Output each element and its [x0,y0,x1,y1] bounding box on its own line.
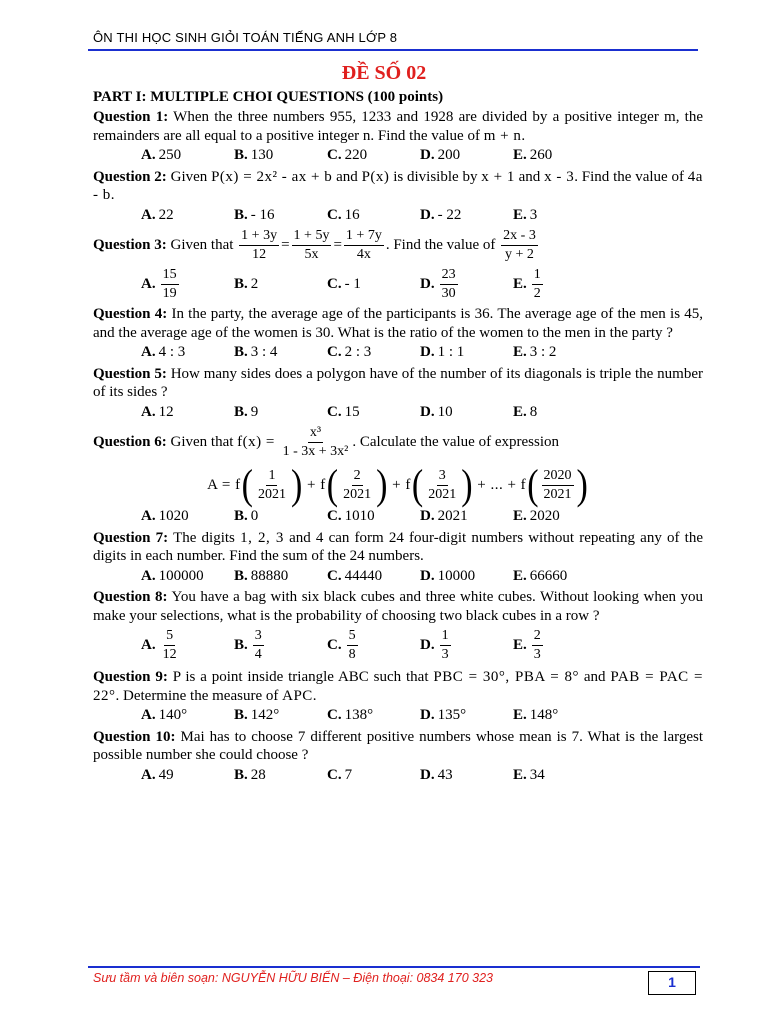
answer-options [141,766,703,785]
option-value: 49 [158,766,174,783]
option-letter: C. [327,344,342,360]
answer-option [234,343,327,362]
answer-option [420,567,513,586]
option-value: 2 : 3 [344,344,372,360]
question-label: Question 10: [93,728,176,745]
math-expression: + ... + f [477,476,527,493]
answer-option [141,567,234,586]
option-letter: B. [234,637,248,654]
fraction [341,468,373,503]
numerator: 1 [440,628,451,646]
answer-option [327,146,420,165]
answer-option [513,146,606,165]
option-letter: D. [420,567,435,584]
denominator: 1 - 3x + 3x² [282,444,349,459]
numerator: 1 + 5y [292,228,332,246]
question-text: Mai has to choose 7 different positive numbers whose mean is 7. What is the largest possible number she could choose ? [93,728,703,763]
numerator: 2 [352,468,363,486]
option-value: 142° [250,707,280,723]
paren-open: ( [326,461,339,508]
option-value: 66660 [529,567,568,584]
option-value: 88880 [250,567,289,584]
footer-rule [88,966,700,968]
option-letter: E. [513,276,527,293]
answer-option [513,206,606,225]
answer-option [420,507,513,526]
questions [93,108,703,787]
question-2 [93,168,703,205]
option-letter: D. [420,508,435,524]
answer-option [141,343,234,362]
answer-options [141,267,703,302]
answer-option [513,628,606,663]
option-letter: B. [234,707,248,723]
option-value: 130 [250,147,274,163]
option-value: 138° [344,707,374,723]
fraction [344,228,384,263]
option-value: 4 : 3 [158,344,186,360]
page-number: 1 [648,971,696,995]
option-letter: B. [234,206,248,223]
fraction [542,468,574,503]
option-value: 8 [529,403,538,420]
option-letter: D. [420,206,435,223]
option-value: 140° [158,707,188,723]
answer-options [141,146,703,165]
option-letter: E. [513,766,527,783]
option-value: 2020 [529,508,560,524]
math-expression: P(x) [361,168,390,185]
option-letter: B. [234,403,248,420]
paren-close: ) [376,461,388,508]
option-value: 9 [250,403,259,420]
option-letter: B. [234,344,248,360]
answer-options [141,706,703,725]
denominator: 2021 [543,487,572,502]
question-label: Question 8: [93,589,168,605]
option-letter: E. [513,147,527,163]
question-7 [93,529,703,566]
option-letter: B. [234,567,248,584]
option-value: 2021 [437,508,468,524]
option-letter: D. [420,707,435,723]
page-header: ÔN THI HỌC SINH GIỎI TOÁN TIẾNG ANH LỚP 8 [93,30,398,45]
numerator: 1 [266,468,277,486]
option-letter: D. [420,403,435,420]
option-letter: C. [327,637,342,654]
question-label: Question 5: [93,365,167,382]
question-text: In the party, the average age of the participants is 36. The average age of the men is 45, and the average age of the women is 30. What is the ratio of the women to the men in the party ? [93,306,704,341]
math-expression: m + n [483,127,522,144]
option-value: 2 [250,276,259,293]
exam-title: ĐỀ SỐ 02 [341,62,427,84]
question-text: . Calculate the value of expression [352,433,559,450]
option-letter: A. [141,403,156,420]
answer-option [513,403,606,422]
option-value: 200 [437,147,461,163]
answer-option [141,766,234,785]
option-letter: E. [513,707,527,723]
option-letter: C. [327,567,342,584]
fraction [440,267,458,302]
option-letter: A. [141,707,156,723]
question-text: . [521,127,526,144]
option-value: 250 [158,147,182,163]
paren-open: ( [241,461,253,508]
math-expression: x + 1 [481,168,515,185]
fraction [347,628,358,663]
answer-option [420,343,513,362]
answer-option [327,567,420,586]
answer-options [141,206,703,225]
answer-option [141,267,234,302]
option-letter: A. [141,206,156,223]
paren-close: ) [576,461,588,508]
question-text: P is a point inside triangle ABC such that [167,669,434,685]
option-value: 16 [344,206,360,223]
math-expression: f(x) = [237,433,275,450]
option-value: 100000 [158,567,204,584]
numerator: 2 [532,628,543,646]
answer-option [234,206,327,225]
question-10 [93,728,703,765]
answer-option [141,628,234,663]
option-letter: C. [327,276,342,293]
option-letter: C. [327,403,342,420]
math-expression: + f [307,476,326,493]
option-value: 260 [529,147,553,163]
question-text: and [579,669,611,685]
option-letter: E. [513,206,527,223]
answer-option [513,567,606,586]
answer-option [234,403,327,422]
math-expression: P(x) = 2x² - ax + b [211,168,333,185]
answer-option [234,567,327,586]
denominator: y + 2 [505,247,534,262]
fraction [239,228,279,263]
question-3: Question 3: Given that $\frac{1 + 3y}{12}$ = $\frac{1 + 5y}{5x}$ = $\frac{1 + 7y}{4x}$ . Find the value of $\frac{2x - 3}{y + 2}$ [93,228,536,262]
denominator: 2 [533,286,541,301]
denominator: 3 [533,647,541,662]
option-value: 43 [437,766,453,783]
option-value: 7 [344,766,353,783]
question-text: When the three numbers 955, 1233 and 1928 are divided by a positive integer m, the remainders are all equal to a positive integer n. Find the value of [93,109,703,144]
answer-option [327,507,420,526]
answer-options [141,567,703,586]
answer-option [141,507,234,526]
answer-option [513,343,606,362]
option-letter: D. [420,637,435,654]
numerator: 5 [164,628,175,646]
answer-option [420,267,513,302]
answer-option [141,706,234,725]
option-value: 1020 [158,508,189,524]
answer-option [327,267,420,302]
numerator: 23 [440,267,458,285]
denominator: 5x [304,247,319,262]
option-letter: A. [141,766,156,783]
answer-option [327,403,420,422]
math-expression: 1, 2, 3 [240,529,284,546]
fraction [161,628,179,663]
option-letter: A. [141,567,156,584]
question-text: . [110,187,115,203]
question-text: is divisible by [389,168,482,185]
math-expression: APC [282,687,313,704]
denominator: 2021 [428,487,457,502]
option-value: 10 [437,403,453,420]
question-1 [93,108,703,145]
option-letter: C. [327,707,342,723]
option-value: 135° [437,707,467,723]
denominator: 30 [441,286,456,301]
denominator: 2021 [257,487,286,502]
question-9 [93,668,703,705]
math-expression: x - 3 [544,168,575,185]
paren-close: ) [461,461,473,508]
option-letter: A. [141,637,156,654]
denominator: 3 [441,647,449,662]
fraction [281,425,351,460]
answer-option [141,403,234,422]
fraction [253,628,264,663]
numerator: 1 + 7y [344,228,384,246]
option-letter: E. [513,403,527,420]
option-letter: A. [141,276,156,293]
math-expression: + f [392,476,411,493]
numerator: 3 [437,468,448,486]
question-8 [93,588,703,625]
question-text: and [514,168,545,185]
denominator: 4 [254,647,262,662]
option-value: 12 [158,403,174,420]
option-letter: C. [327,766,342,783]
question-label: Question 2: [93,168,167,185]
option-letter: E. [513,567,527,584]
answer-option [234,507,327,526]
question-6 [93,425,703,460]
answer-option [327,628,420,663]
option-value: 15 [344,403,360,420]
answer-option [327,706,420,725]
answer-option [420,146,513,165]
question-4 [93,305,703,342]
question-5 [93,365,703,402]
math-expression: 4a - b [93,168,703,203]
header-rule [88,49,698,51]
question-text: and [332,168,362,185]
question-text: The digits [168,529,241,546]
question-text: Given [166,168,212,185]
answer-option [234,267,327,302]
option-letter: C. [327,508,342,524]
option-letter: E. [513,637,527,654]
option-letter: B. [234,147,248,163]
question-text: . Find the value of [385,236,500,253]
answer-option [420,403,513,422]
option-letter: B. [234,276,248,293]
answer-option [420,766,513,785]
question-text: . [312,687,317,704]
numerator: 15 [161,267,179,285]
answer-options [141,343,703,362]
denominator: 12 [252,247,267,262]
option-value: 3 [529,206,538,223]
option-value: 3 : 4 [250,344,278,360]
question-text: Given that [166,236,238,253]
option-letter: D. [420,147,435,163]
answer-option [420,706,513,725]
option-letter: A. [141,344,156,360]
question-text: and 4 can form 24 four-digit numbers without repeating any of the digits in each number. Find the sum of the 24 numbers. [93,529,703,564]
question-label: Question 3: [93,236,167,253]
option-value: 34 [529,766,545,783]
math-expression: A = f [207,476,241,493]
option-value: 28 [250,766,266,783]
answer-option [327,206,420,225]
paren-open: ( [527,461,539,508]
option-letter: C. [327,147,342,163]
answer-option [513,267,606,302]
answer-option [420,206,513,225]
option-letter: D. [420,766,435,783]
answer-options [141,403,703,422]
option-value: - 16 [250,206,275,223]
option-value: 1 : 1 [437,344,465,360]
option-value: - 22 [437,206,462,223]
option-value: 10000 [437,567,476,584]
option-letter: D. [420,276,435,293]
fraction [292,228,332,263]
answer-option [513,706,606,725]
answer-option [141,146,234,165]
answer-option [234,706,327,725]
option-letter: D. [420,344,435,360]
math-expression: PBC = 30°, PBA = 8° [433,669,580,685]
fraction [532,267,543,302]
math-expression: PAB = PAC = 22° [93,669,703,704]
numerator: 1 [532,267,543,285]
answer-option [513,507,606,526]
answer-option [141,206,234,225]
numerator: 1 + 3y [239,228,279,246]
answer-option [234,628,327,663]
answer-option [327,766,420,785]
fraction [256,468,288,503]
question-label: Question 1: [93,109,169,125]
option-value: 148° [529,707,559,723]
question-label: Question 7: [93,529,169,546]
answer-options [141,628,703,663]
numerator: 3 [253,628,264,646]
question-text: You have a bag with six black cubes and three white cubes. Without looking when you make your selections, what is the probability of choosing two black cubes in a row ? [93,589,703,624]
option-value: 0 [250,508,259,524]
math-expression-A [93,461,703,508]
answer-option [327,343,420,362]
part-heading: PART I: MULTIPLE CHOI QUESTIONS (100 points) [93,89,444,105]
option-letter: B. [234,766,248,783]
option-letter: E. [513,344,527,360]
option-letter: A. [141,508,156,524]
answer-option [513,766,606,785]
fraction [161,267,179,302]
option-value: 22 [158,206,174,223]
question-label: Question 9: [93,669,168,685]
answer-options [141,507,703,526]
page-footer: Sưu tầm và biên soạn: NGUYỄN HỮU BIỂN – Điện thoại: 0834 170 323 [93,971,493,985]
fraction [440,628,451,663]
option-value: 1010 [344,508,375,524]
numerator: 2x - 3 [501,228,538,246]
denominator: 12 [162,647,177,662]
numerator: 2020 [542,468,574,486]
paren-close: ) [290,461,303,508]
option-value: 3 : 2 [529,344,557,360]
option-value: 44440 [344,567,383,584]
fraction [426,468,458,503]
numerator: 5 [347,628,358,646]
denominator: 2021 [343,487,372,502]
fraction [532,628,543,663]
option-letter: E. [513,508,527,524]
option-letter: B. [234,508,248,524]
option-value: - 1 [344,276,361,293]
denominator: 19 [162,286,177,301]
answer-option [420,628,513,663]
paren-open: ( [411,461,424,508]
answer-option [234,766,327,785]
denominator: 8 [348,647,356,662]
question-text: How many sides does a polygon have of the number of its diagonals is triple the number of its sides ? [93,365,703,400]
option-letter: A. [141,147,156,163]
fraction [501,228,538,263]
option-letter: C. [327,206,342,223]
numerator: x³ [308,425,323,443]
denominator: 4x [356,247,371,262]
question-text: . Find the value of [574,168,688,185]
question-label: Question 6: [93,433,167,450]
answer-option [234,146,327,165]
option-value: 220 [344,147,368,163]
question-text: Given that [166,433,238,450]
question-text: . Determine the measure of [115,687,283,704]
question-label: Question 4: [93,306,168,322]
